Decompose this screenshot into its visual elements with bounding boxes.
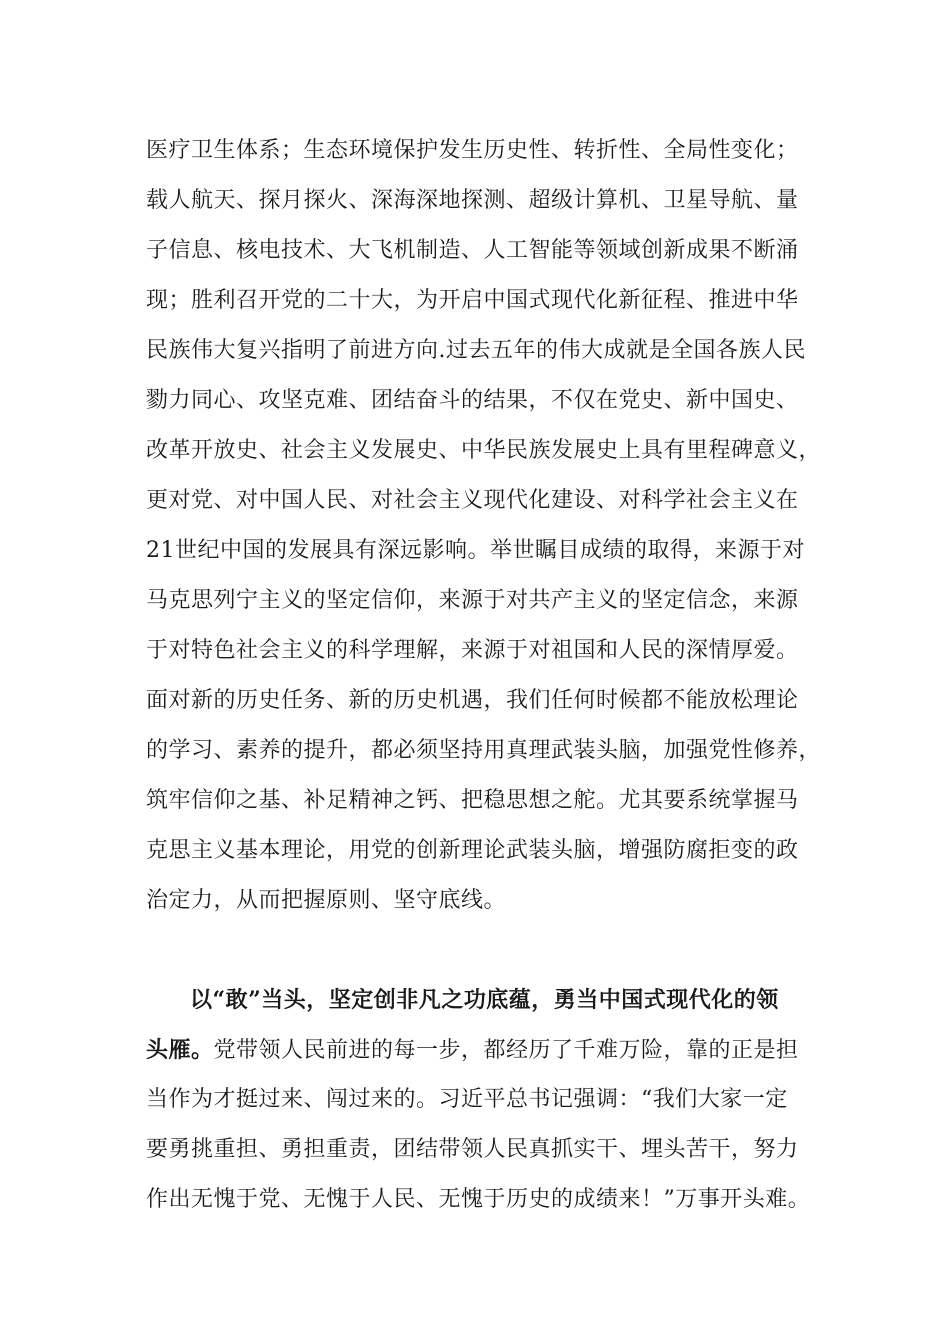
section-heading-end: 头雁。 bbox=[146, 1037, 214, 1063]
body-text-line: 勠力同心、攻坚克难、团结奋斗的结果，不仅在党史、新中国史、 bbox=[146, 388, 799, 413]
body-text-line: 于对特色社会主义的科学理解，来源于对祖国和人民的深情厚爱。 bbox=[146, 638, 799, 663]
body-text-line: 子信息、核电技术、大飞机制造、人工智能等领域创新成果不断涌 bbox=[146, 238, 799, 263]
body-text-span: 党带领人民前进的每一步，都经历了千难万险，靠的正是担 bbox=[213, 1038, 799, 1063]
body-text-line: 更对党、对中国人民、对社会主义现代化建设、对科学社会主义在 bbox=[146, 488, 799, 513]
section-heading: 以“敢”当头，坚定创非凡之功底蕴，勇当中国式现代化的领 bbox=[190, 987, 779, 1013]
body-text-line: 的学习、素养的提升，都必须坚持用真理武装头脑，加强党性修养， bbox=[146, 738, 822, 763]
body-text-line: 克思主义基本理论，用党的创新理论武装头脑，增强防腐拒变的政 bbox=[146, 838, 799, 863]
body-text-line: 民族伟大复兴指明了前进方向.过去五年的伟大成就是全国各族人民 bbox=[146, 338, 806, 363]
body-text-line: 医疗卫生体系；生态环境保护发生历史性、转折性、全局性变化； bbox=[146, 138, 799, 163]
body-text-line bbox=[146, 1035, 836, 1065]
body-text-line: 要勇挑重担、勇担重责，团结带领人民真抓实干、埋头苦干，努力 bbox=[146, 1137, 799, 1162]
body-text-line: 筑牢信仰之基、补足精神之钙、把稳思想之舵。尤其要系统掌握马 bbox=[146, 788, 799, 813]
body-text-line: 当作为才挺过来、闯过来的。习近平总书记强调：“我们大家一定 bbox=[146, 1087, 788, 1112]
body-text-line: 作出无愧于党、无愧于人民、无愧于历史的成绩来！”万事开头难。 bbox=[146, 1187, 811, 1212]
body-text-line: 马克思列宁主义的坚定信仰，来源于对共产主义的坚定信念，来源 bbox=[146, 588, 799, 613]
body-text-line: 现；胜利召开党的二十大，为开启中国式现代化新征程、推进中华 bbox=[146, 288, 799, 313]
body-text-line: 载人航天、探月探火、深海深地探测、超级计算机、卫星导航、量 bbox=[146, 188, 799, 213]
body-text-line: 21世纪中国的发展具有深远影响。举世瞩目成绩的取得，来源于对 bbox=[146, 538, 805, 563]
body-text-line: 治定力，从而把握原则、坚守底线。 bbox=[146, 888, 507, 913]
body-text-line: 改革开放史、社会主义发展史、中华民族发展史上具有里程碑意义， bbox=[146, 438, 822, 463]
body-text-line: 面对新的历史任务、新的历史机遇，我们任何时候都不能放松理论 bbox=[146, 688, 799, 713]
